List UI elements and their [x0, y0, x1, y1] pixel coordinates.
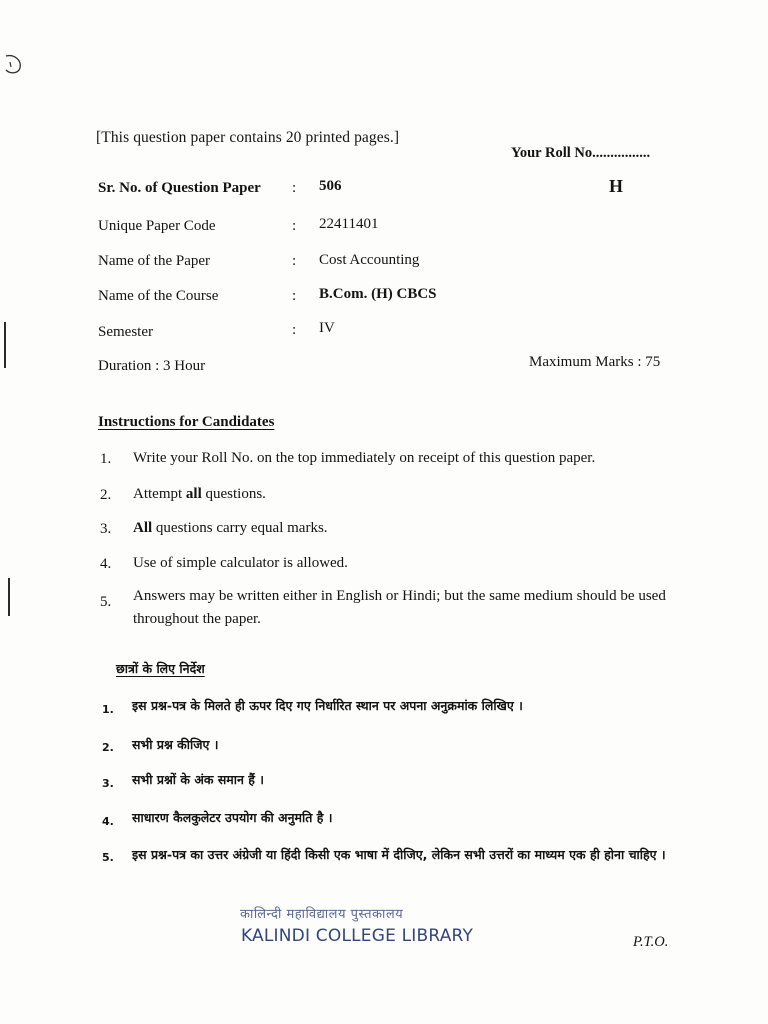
detail-colon: : — [292, 288, 297, 304]
hindi-instructions-title: छात्रों के लिए निर्देश — [116, 661, 205, 676]
hindi-instruction-number: 1. — [102, 703, 114, 716]
scan-margin-line-lower — [8, 578, 10, 616]
instructions-title: Instructions for Candidates — [98, 414, 275, 430]
detail-value-paper-name: Cost Accounting — [319, 252, 420, 268]
detail-value-paper-code: 22411401 — [319, 216, 379, 232]
detail-label-course: Name of the Course — [98, 288, 219, 304]
instruction-item: Use of simple calculator is allowed. — [133, 555, 348, 571]
detail-value-course: B.Com. (H) CBCS — [319, 286, 437, 302]
hindi-instruction-item: सभी प्रश्नों के अंक समान हैं । — [132, 772, 264, 787]
instruction-item: Answers may be written either in English or Hindi; but the same medium should be used throughout the paper. — [133, 588, 666, 627]
detail-label-semester: Semester — [98, 324, 153, 340]
detail-colon: : — [292, 180, 297, 196]
hindi-instruction-number: 4. — [102, 815, 114, 828]
detail-value-serial: 506 — [319, 178, 342, 194]
detail-value-semester: IV — [319, 320, 335, 336]
hindi-instruction-number: 3. — [102, 777, 114, 790]
instruction-number: 1. — [100, 451, 112, 467]
detail-label-serial: Sr. No. of Question Paper — [98, 180, 261, 196]
library-stamp — [236, 904, 486, 960]
hindi-instruction-item: साधारण कैलकुलेटर उपयोग की अनुमति है । — [132, 810, 333, 825]
hindi-instruction-item: इस प्रश्न-पत्र के मिलते ही ऊपर दिए गए निर्धारित स्थान पर अपना अनुक्रमांक लिखिए । — [132, 698, 523, 713]
library-stamp-hindi: कालिन्दी महाविद्यालय पुस्तकालय — [240, 907, 404, 922]
instruction-number: 5. — [100, 594, 112, 610]
hindi-instruction-item: सभी प्रश्न कीजिए । — [132, 737, 219, 752]
hindi-instruction-number: 2. — [102, 741, 114, 754]
instruction-number: 3. — [100, 521, 112, 537]
series-code: H — [609, 176, 624, 196]
detail-colon: : — [292, 253, 297, 269]
page-count-note: [This question paper contains 20 printed pages.] — [96, 129, 400, 146]
detail-colon: : — [292, 322, 297, 338]
please-turn-over: P.T.O. — [633, 934, 669, 950]
instruction-item: All questions carry equal marks. — [133, 520, 328, 536]
hindi-instruction-number: 5. — [102, 851, 114, 864]
detail-label-paper-code: Unique Paper Code — [98, 218, 216, 234]
instruction-number: 2. — [100, 487, 112, 503]
scan-corner-mark — [2, 52, 24, 76]
scan-margin-line-upper — [4, 322, 6, 368]
detail-colon: : — [292, 218, 297, 234]
hindi-instruction-item: इस प्रश्न-पत्र का उत्तर अंग्रेजी या हिंदी किसी एक भाषा में दीजिए, लेकिन सभी उत्तरों का माध्यम एक ही होना चाहिए । — [132, 847, 666, 862]
instruction-item: Attempt all questions. — [133, 486, 266, 502]
detail-label-paper-name: Name of the Paper — [98, 253, 211, 269]
roll-number-field: Your Roll No................ — [511, 145, 651, 161]
instruction-number: 4. — [100, 556, 112, 572]
duration: Duration : 3 Hour — [98, 358, 206, 374]
instruction-item: Write your Roll No. on the top immediately on receipt of this question paper. — [133, 450, 596, 466]
maximum-marks: Maximum Marks : 75 — [529, 354, 661, 370]
library-stamp-english: KALINDI COLLEGE LIBRARY — [241, 926, 474, 946]
